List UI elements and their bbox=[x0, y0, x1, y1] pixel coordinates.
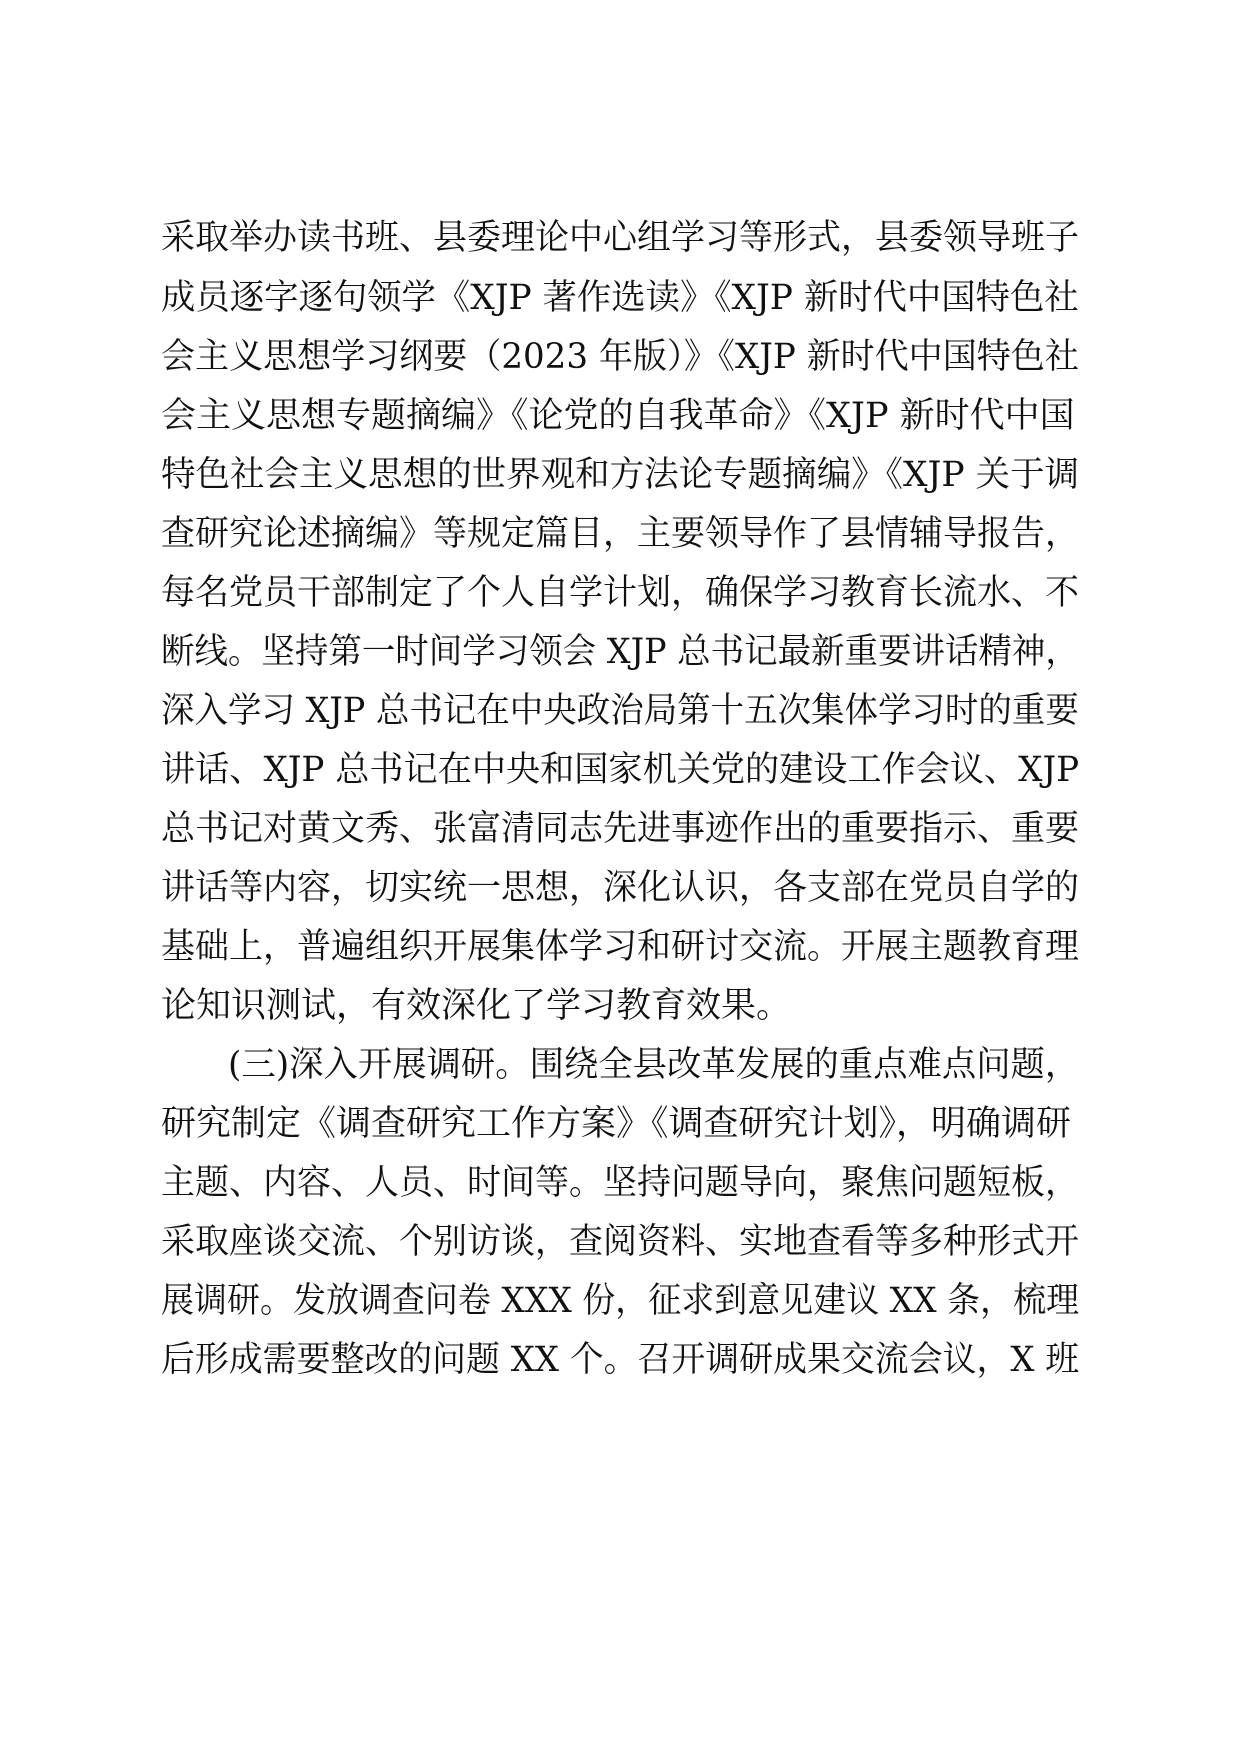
text-line: 会主义思想专题摘编》《论党的自我革命》《XJP 新时代中国 bbox=[161, 396, 1075, 436]
text-line: 基础上，普遍组织开展集体学习和研讨交流。开展主题教育理 bbox=[161, 927, 1079, 967]
text-line: 后形成需要整改的问题 XX 个。召开调研成果交流会议，X 班 bbox=[161, 1340, 1080, 1380]
text-line: 每名党员干部制定了个人自学计划，确保学习教育长流水、不 bbox=[161, 573, 1079, 613]
text-line: 深入学习 XJP 总书记在中央政治局第十五次集体学习时的重要 bbox=[161, 691, 1079, 731]
text-line: 总书记对黄文秀、张富清同志先进事迹作出的重要指示、重要 bbox=[161, 809, 1079, 849]
text-line: 采取座谈交流、个别访谈，查阅资料、实地查看等多种形式开 bbox=[161, 1222, 1079, 1262]
text-line: 展调研。发放调查问卷 XXX 份，征求到意见建议 XX 条，梳理 bbox=[161, 1281, 1080, 1321]
text-line: 论知识测试，有效深化了学习教育效果。 bbox=[161, 986, 792, 1026]
text-line: 特色社会主义思想的世界观和方法论专题摘编》《XJP 关于调 bbox=[161, 455, 1080, 495]
text-line: 查研究论述摘编》等规定篇目，主要领导作了县情辅导报告， bbox=[161, 514, 1079, 554]
text-line: 讲话等内容，切实统一思想，深化认识，各支部在党员自学的 bbox=[161, 868, 1079, 908]
text-line: 采取举办读书班、县委理论中心组学习等形式，县委领导班子 bbox=[161, 218, 1079, 258]
text-line: 研究制定《调查研究工作方案》《调查研究计划》，明确调研 bbox=[161, 1104, 1072, 1144]
text-line: 断线。坚持第一时间学习领会 XJP 总书记最新重要讲话精神， bbox=[161, 632, 1079, 672]
text-line: 成员逐字逐句领学《XJP 著作选读》《XJP 新时代中国特色社 bbox=[161, 278, 1079, 318]
text-line: 会主义思想学习纲要（2023 年版）》《XJP 新时代中国特色社 bbox=[161, 337, 1079, 377]
section-heading-line: (三)深入开展调研。围绕全县改革发展的重点难点问题， bbox=[228, 1045, 1080, 1085]
text-line: 讲话、XJP 总书记在中央和国家机关党的建设工作会议、XJP bbox=[161, 750, 1080, 790]
text-line: 主题、内容、人员、时间等。坚持问题导向，聚焦问题短板， bbox=[161, 1163, 1079, 1203]
